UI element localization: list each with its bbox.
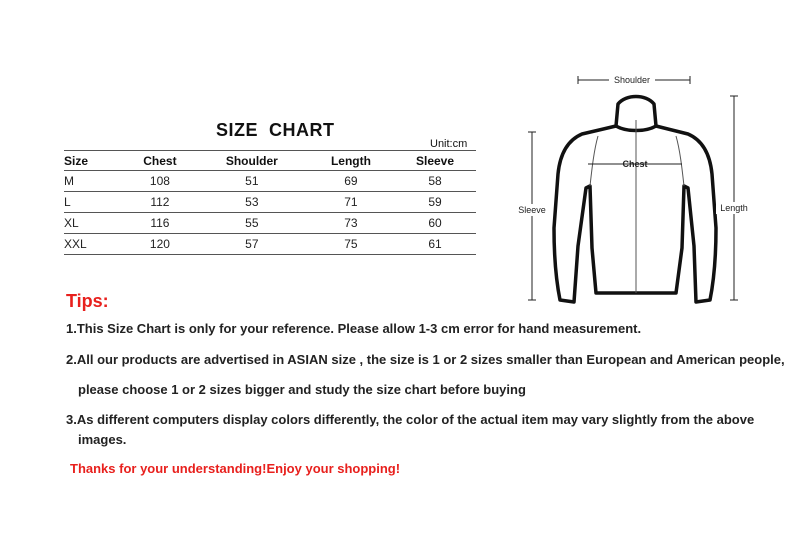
- tip-line-2b: please choose 1 or 2 sizes bigger and study the size chart before buying: [78, 382, 526, 397]
- jacket-outline: [554, 97, 716, 303]
- table-cell: 57: [196, 234, 308, 255]
- table-cell: 55: [196, 213, 308, 234]
- table-cell: XL: [64, 213, 124, 234]
- table-cell: 69: [308, 171, 394, 192]
- thanks-note: Thanks for your understanding!Enjoy your shopping!: [70, 461, 401, 476]
- header-chest: Chest: [124, 151, 196, 171]
- table-cell: 73: [308, 213, 394, 234]
- table-cell: 58: [394, 171, 476, 192]
- table-cell: 53: [196, 192, 308, 213]
- table-row: [64, 213, 476, 234]
- table-cell: 71: [308, 192, 394, 213]
- size-chart-title: SIZE CHART: [216, 120, 335, 140]
- tip-line-1: 1.This Size Chart is only for your reference. Please allow 1-3 cm error for hand measurement.: [66, 321, 642, 336]
- table-cell: M: [64, 171, 124, 192]
- size-chart-table: [64, 150, 476, 255]
- jacket-seams: [590, 120, 684, 293]
- table-cell: 112: [124, 192, 196, 213]
- header-sleeve: Sleeve: [394, 151, 476, 171]
- table-cell: 108: [124, 171, 196, 192]
- jacket-measurement-diagram: [510, 68, 760, 308]
- table-cell: L: [64, 192, 124, 213]
- table-cell: 59: [394, 192, 476, 213]
- header-shoulder: Shoulder: [196, 151, 308, 171]
- table-header-row: [64, 151, 476, 171]
- unit-label: Unit:cm: [430, 138, 468, 150]
- table-cell: 120: [124, 234, 196, 255]
- table-row: [64, 192, 476, 213]
- shoulder-label: Shoulder: [613, 75, 651, 85]
- table-row: [64, 171, 476, 192]
- header-size: Size: [64, 151, 124, 171]
- table-cell: 61: [394, 234, 476, 255]
- table-cell: 60: [394, 213, 476, 234]
- table-cell: 116: [124, 213, 196, 234]
- sleeve-label: Sleeve: [518, 205, 546, 215]
- tip-line-2a: 2.All our products are advertised in ASIAN size , the size is 1 or 2 sizes smaller than European and American people,: [66, 352, 785, 367]
- table-cell: 51: [196, 171, 308, 192]
- header-length: Length: [308, 151, 394, 171]
- tips-title: Tips:: [66, 291, 109, 311]
- table-cell: XXL: [64, 234, 124, 255]
- tip-line-3b: images.: [78, 432, 127, 447]
- tip-line-3a: 3.As different computers display colors differently, the color of the actual item may vary slightly from the above: [66, 412, 755, 427]
- table-row: [64, 234, 476, 255]
- length-measure-line: [730, 96, 738, 300]
- length-label: Length: [720, 203, 748, 213]
- chest-label: Chest: [622, 159, 648, 169]
- table-cell: 75: [308, 234, 394, 255]
